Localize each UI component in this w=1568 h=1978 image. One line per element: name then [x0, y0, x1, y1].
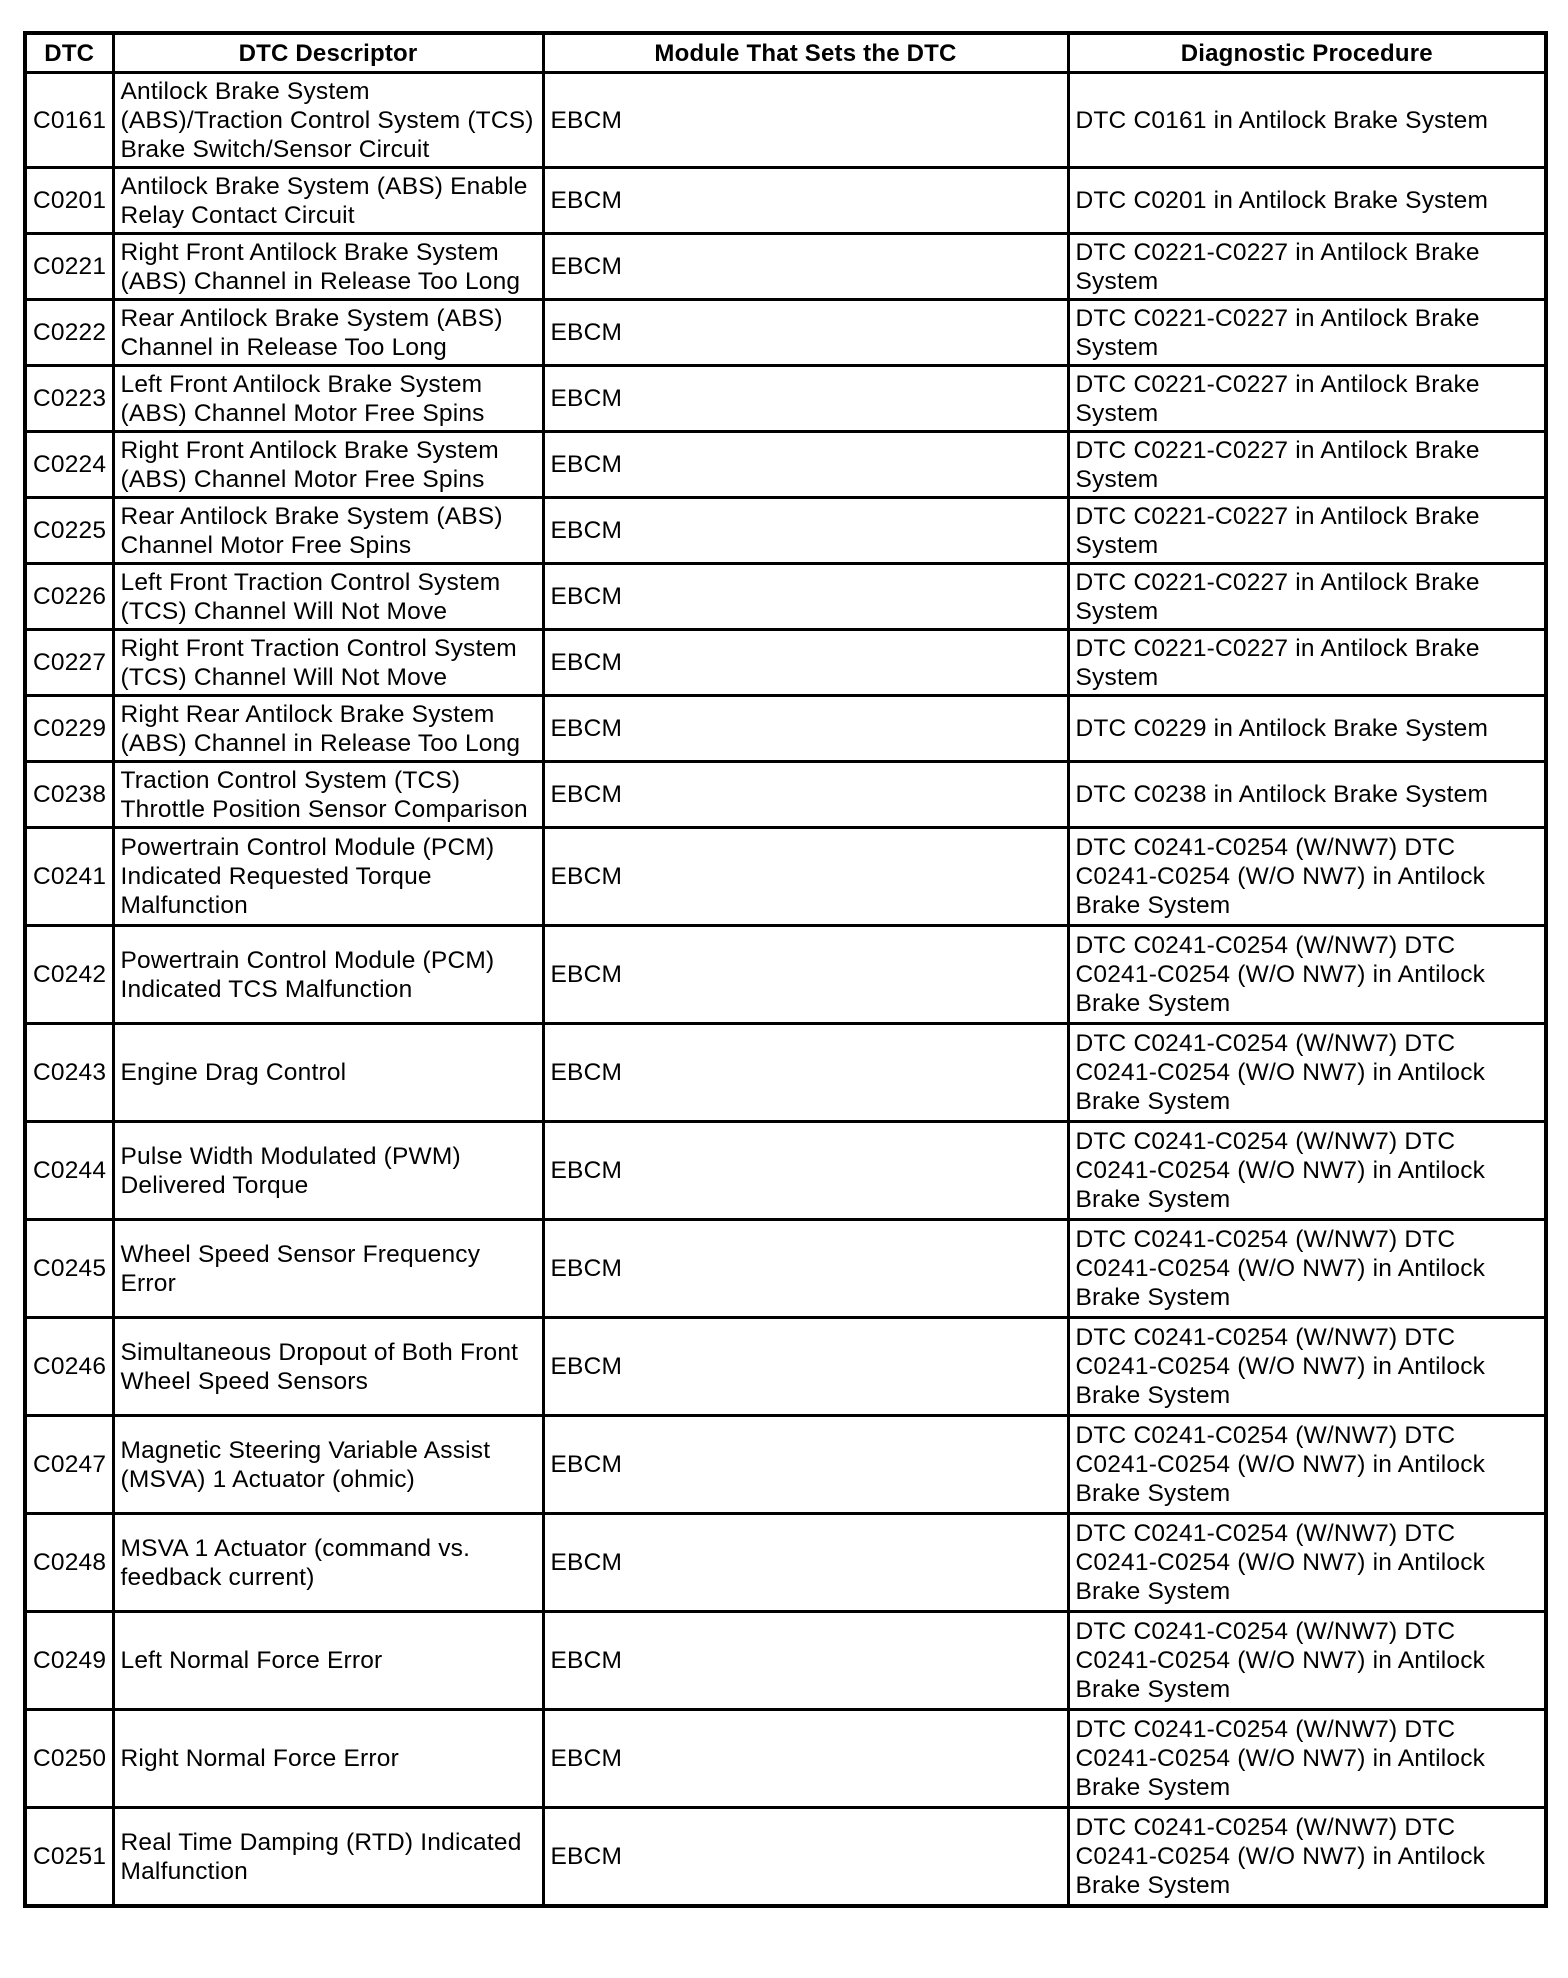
- dtc-module: EBCM: [543, 1220, 1068, 1318]
- dtc-module: EBCM: [543, 926, 1068, 1024]
- dtc-module: EBCM: [543, 1122, 1068, 1220]
- dtc-code: C0221: [25, 234, 113, 300]
- dtc-descriptor: Traction Control System (TCS) Throttle Position Sensor Comparison: [113, 762, 543, 828]
- dtc-descriptor: Antilock Brake System (ABS)/Traction Control System (TCS) Brake Switch/Sensor Circuit: [113, 73, 543, 168]
- dtc-module: EBCM: [543, 498, 1068, 564]
- dtc-code: C0242: [25, 926, 113, 1024]
- dtc-procedure: DTC C0241-C0254 (W/NW7) DTC C0241-C0254 (W/O NW7) in Antilock Brake System: [1068, 1122, 1546, 1220]
- dtc-module: EBCM: [543, 1318, 1068, 1416]
- dtc-procedure: DTC C0241-C0254 (W/NW7) DTC C0241-C0254 (W/O NW7) in Antilock Brake System: [1068, 1220, 1546, 1318]
- dtc-descriptor: Right Front Antilock Brake System (ABS) Channel in Release Too Long: [113, 234, 543, 300]
- dtc-descriptor: Rear Antilock Brake System (ABS) Channel Motor Free Spins: [113, 498, 543, 564]
- dtc-code: C0161: [25, 73, 113, 168]
- dtc-code: C0225: [25, 498, 113, 564]
- dtc-code: C0249: [25, 1612, 113, 1710]
- table-row: [25, 1318, 1546, 1416]
- dtc-code: C0248: [25, 1514, 113, 1612]
- table-row: [25, 1612, 1546, 1710]
- table-row: [25, 234, 1546, 300]
- dtc-descriptor: Right Normal Force Error: [113, 1710, 543, 1808]
- dtc-procedure: DTC C0221-C0227 in Antilock Brake System: [1068, 300, 1546, 366]
- table-row: [25, 432, 1546, 498]
- table-row: [25, 1710, 1546, 1808]
- dtc-code: C0229: [25, 696, 113, 762]
- dtc-code: C0241: [25, 828, 113, 926]
- dtc-procedure: DTC C0241-C0254 (W/NW7) DTC C0241-C0254 (W/O NW7) in Antilock Brake System: [1068, 1808, 1546, 1907]
- dtc-descriptor: Powertrain Control Module (PCM) Indicated TCS Malfunction: [113, 926, 543, 1024]
- dtc-module: EBCM: [543, 168, 1068, 234]
- table-row: [25, 1416, 1546, 1514]
- dtc-descriptor: Left Normal Force Error: [113, 1612, 543, 1710]
- dtc-module: EBCM: [543, 1514, 1068, 1612]
- table-row: [25, 1808, 1546, 1907]
- table-row: [25, 564, 1546, 630]
- dtc-procedure: DTC C0201 in Antilock Brake System: [1068, 168, 1546, 234]
- dtc-procedure: DTC C0238 in Antilock Brake System: [1068, 762, 1546, 828]
- table-row: [25, 1220, 1546, 1318]
- header-procedure: Diagnostic Procedure: [1068, 33, 1546, 73]
- dtc-procedure: DTC C0241-C0254 (W/NW7) DTC C0241-C0254 (W/O NW7) in Antilock Brake System: [1068, 1024, 1546, 1122]
- header-dtc: DTC: [25, 33, 113, 73]
- dtc-code: C0222: [25, 300, 113, 366]
- dtc-descriptor: Powertrain Control Module (PCM) Indicated Requested Torque Malfunction: [113, 828, 543, 926]
- table-row: [25, 1514, 1546, 1612]
- dtc-descriptor: MSVA 1 Actuator (command vs. feedback current): [113, 1514, 543, 1612]
- dtc-module: EBCM: [543, 1416, 1068, 1514]
- dtc-code: C0244: [25, 1122, 113, 1220]
- dtc-procedure: DTC C0241-C0254 (W/NW7) DTC C0241-C0254 (W/O NW7) in Antilock Brake System: [1068, 1318, 1546, 1416]
- dtc-module: EBCM: [543, 762, 1068, 828]
- table-row: [25, 696, 1546, 762]
- table-row: [25, 366, 1546, 432]
- dtc-procedure: DTC C0221-C0227 in Antilock Brake System: [1068, 564, 1546, 630]
- dtc-descriptor: Right Rear Antilock Brake System (ABS) Channel in Release Too Long: [113, 696, 543, 762]
- table-row: [25, 1122, 1546, 1220]
- dtc-descriptor: Rear Antilock Brake System (ABS) Channel in Release Too Long: [113, 300, 543, 366]
- dtc-descriptor: Simultaneous Dropout of Both Front Wheel Speed Sensors: [113, 1318, 543, 1416]
- dtc-table: [23, 31, 1548, 1908]
- dtc-descriptor: Engine Drag Control: [113, 1024, 543, 1122]
- dtc-module: EBCM: [543, 1024, 1068, 1122]
- dtc-module: EBCM: [543, 1710, 1068, 1808]
- dtc-code: C0246: [25, 1318, 113, 1416]
- dtc-descriptor: Left Front Antilock Brake System (ABS) Channel Motor Free Spins: [113, 366, 543, 432]
- dtc-module: EBCM: [543, 432, 1068, 498]
- table-row: [25, 498, 1546, 564]
- dtc-module: EBCM: [543, 366, 1068, 432]
- dtc-module: EBCM: [543, 828, 1068, 926]
- dtc-descriptor: Pulse Width Modulated (PWM) Delivered Torque: [113, 1122, 543, 1220]
- table-row: [25, 828, 1546, 926]
- dtc-code: C0226: [25, 564, 113, 630]
- dtc-code: C0201: [25, 168, 113, 234]
- dtc-descriptor: Right Front Antilock Brake System (ABS) Channel Motor Free Spins: [113, 432, 543, 498]
- table-row: [25, 1024, 1546, 1122]
- dtc-module: EBCM: [543, 234, 1068, 300]
- dtc-procedure: DTC C0241-C0254 (W/NW7) DTC C0241-C0254 (W/O NW7) in Antilock Brake System: [1068, 1514, 1546, 1612]
- dtc-procedure: DTC C0241-C0254 (W/NW7) DTC C0241-C0254 (W/O NW7) in Antilock Brake System: [1068, 926, 1546, 1024]
- dtc-descriptor: Right Front Traction Control System (TCS) Channel Will Not Move: [113, 630, 543, 696]
- dtc-module: EBCM: [543, 630, 1068, 696]
- table-row: [25, 762, 1546, 828]
- dtc-procedure: DTC C0221-C0227 in Antilock Brake System: [1068, 630, 1546, 696]
- dtc-module: EBCM: [543, 73, 1068, 168]
- dtc-procedure: DTC C0161 in Antilock Brake System: [1068, 73, 1546, 168]
- table-row: [25, 926, 1546, 1024]
- dtc-module: EBCM: [543, 564, 1068, 630]
- dtc-code: C0247: [25, 1416, 113, 1514]
- dtc-procedure: DTC C0221-C0227 in Antilock Brake System: [1068, 498, 1546, 564]
- dtc-descriptor: Magnetic Steering Variable Assist (MSVA) 1 Actuator (ohmic): [113, 1416, 543, 1514]
- dtc-code: C0227: [25, 630, 113, 696]
- table-row: [25, 630, 1546, 696]
- dtc-code: C0238: [25, 762, 113, 828]
- dtc-procedure: DTC C0241-C0254 (W/NW7) DTC C0241-C0254 (W/O NW7) in Antilock Brake System: [1068, 1710, 1546, 1808]
- dtc-procedure: DTC C0241-C0254 (W/NW7) DTC C0241-C0254 (W/O NW7) in Antilock Brake System: [1068, 1416, 1546, 1514]
- dtc-procedure: DTC C0221-C0227 in Antilock Brake System: [1068, 366, 1546, 432]
- dtc-module: EBCM: [543, 1808, 1068, 1907]
- dtc-code: C0251: [25, 1808, 113, 1907]
- dtc-code: C0224: [25, 432, 113, 498]
- table-row: [25, 300, 1546, 366]
- dtc-document: [23, 31, 1544, 1908]
- table-header-row: [25, 33, 1546, 73]
- table-row: [25, 168, 1546, 234]
- dtc-module: EBCM: [543, 1612, 1068, 1710]
- dtc-procedure: DTC C0241-C0254 (W/NW7) DTC C0241-C0254 (W/O NW7) in Antilock Brake System: [1068, 828, 1546, 926]
- dtc-procedure: DTC C0229 in Antilock Brake System: [1068, 696, 1546, 762]
- dtc-code: C0223: [25, 366, 113, 432]
- dtc-code: C0250: [25, 1710, 113, 1808]
- dtc-code: C0243: [25, 1024, 113, 1122]
- header-descriptor: DTC Descriptor: [113, 33, 543, 73]
- dtc-procedure: DTC C0241-C0254 (W/NW7) DTC C0241-C0254 (W/O NW7) in Antilock Brake System: [1068, 1612, 1546, 1710]
- dtc-descriptor: Antilock Brake System (ABS) Enable Relay Contact Circuit: [113, 168, 543, 234]
- table-row: [25, 73, 1546, 168]
- dtc-module: EBCM: [543, 300, 1068, 366]
- dtc-code: C0245: [25, 1220, 113, 1318]
- dtc-procedure: DTC C0221-C0227 in Antilock Brake System: [1068, 234, 1546, 300]
- header-module: Module That Sets the DTC: [543, 33, 1068, 73]
- dtc-module: EBCM: [543, 696, 1068, 762]
- dtc-descriptor: Left Front Traction Control System (TCS) Channel Will Not Move: [113, 564, 543, 630]
- dtc-procedure: DTC C0221-C0227 in Antilock Brake System: [1068, 432, 1546, 498]
- dtc-descriptor: Wheel Speed Sensor Frequency Error: [113, 1220, 543, 1318]
- dtc-descriptor: Real Time Damping (RTD) Indicated Malfunction: [113, 1808, 543, 1907]
